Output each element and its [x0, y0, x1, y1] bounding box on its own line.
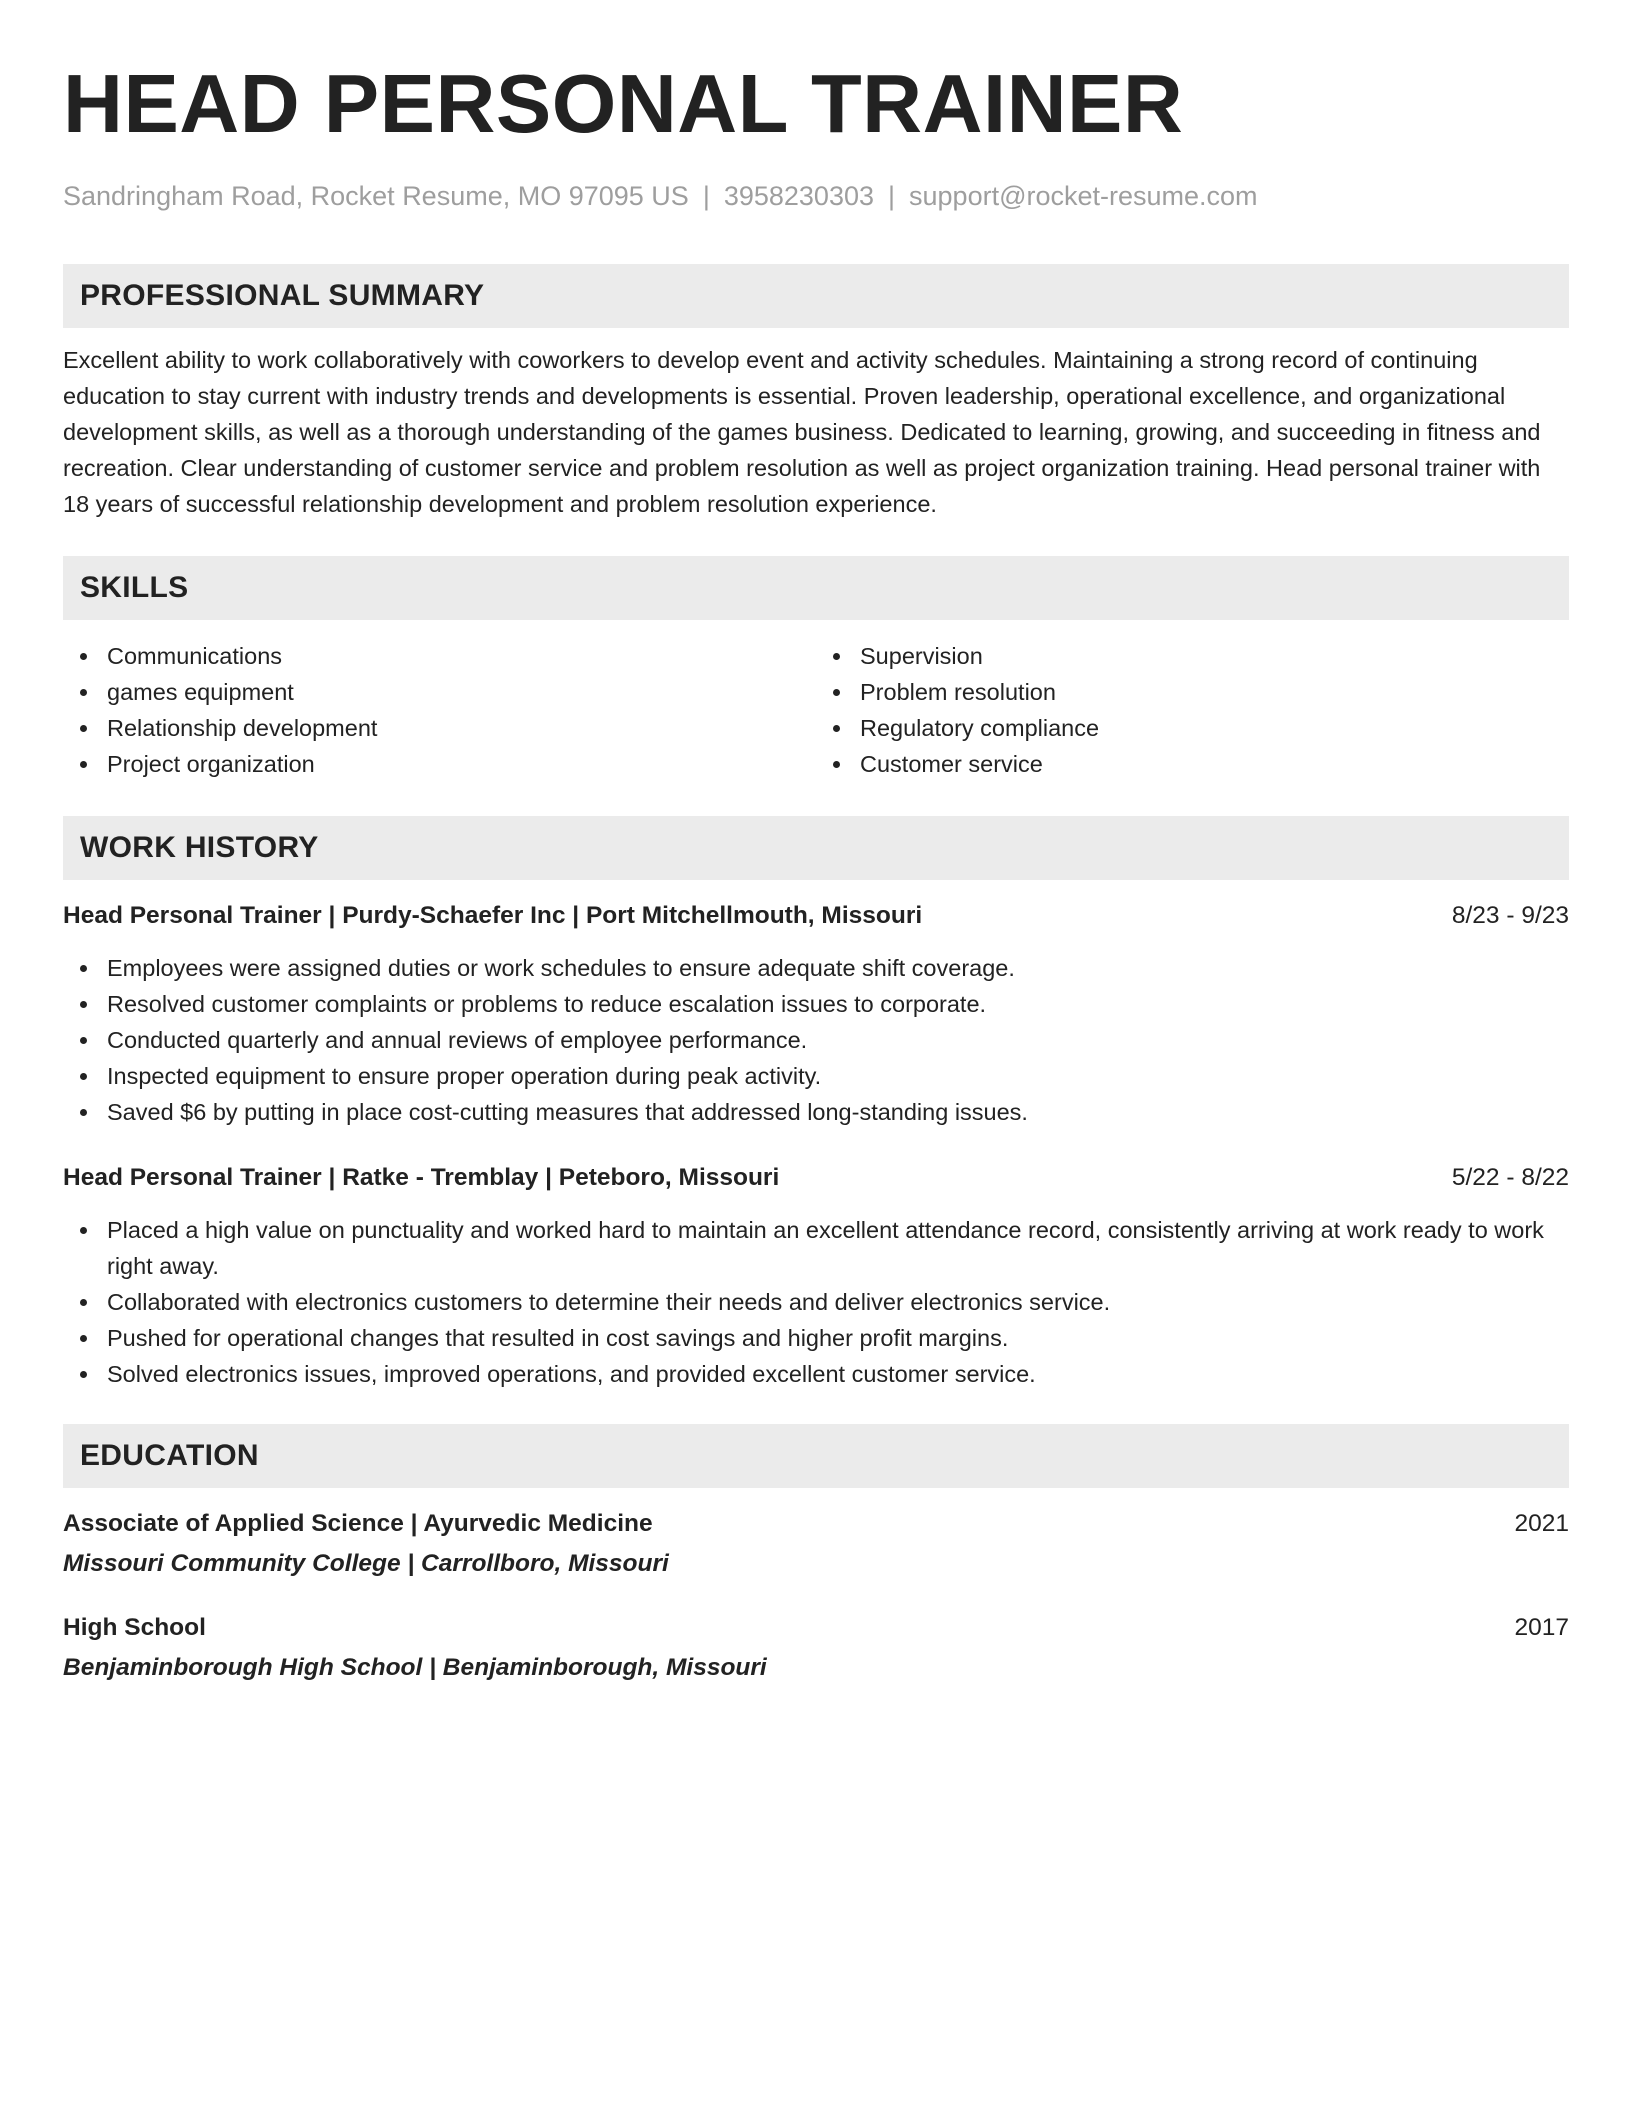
education-entry — [63, 1506, 1569, 1582]
summary-text: Excellent ability to work collaboratively with coworkers to develop event and activity schedules. Maintaining a strong record of continuing education to stay current with industry trends and developments is essential. Proven leadership, operational excellence, and organizational development skills, as well as a thorough understanding of the games business. Dedicated to learning, growing, and succeeding in fitness and recreation. Clear understanding of customer service and problem resolution as well as project organization training. Head personal trainer with 18 years of successful relationship development and problem resolution experience. — [63, 347, 1541, 517]
job-entry — [63, 898, 1569, 1130]
contact-line — [63, 178, 1569, 214]
skill-item: Customer service — [816, 746, 1569, 782]
school: Benjaminborough High School | Benjaminborough, Missouri — [63, 1654, 767, 1681]
job-bullets — [63, 1212, 1569, 1392]
resume-title: HEAD PERSONAL TRAINER — [63, 57, 1184, 150]
degree: High School — [63, 1614, 206, 1641]
email: support@rocket-resume.com — [909, 181, 1258, 211]
job-bullet: Placed a high value on punctuality and worked hard to maintain an excellent attendance record, consistently arriving at work ready to work right away. — [63, 1212, 1569, 1284]
job-bullet: Solved electronics issues, improved operations, and provided excellent customer service. — [63, 1356, 1569, 1392]
job-bullet: Inspected equipment to ensure proper operation during peak activity. — [63, 1058, 1569, 1094]
job-dates: 5/22 - 8/22 — [1451, 1164, 1569, 1191]
job-title: Head Personal Trainer | Ratke - Tremblay | Peteboro, Missouri — [63, 1164, 780, 1191]
section-header-work-history: WORK HISTORY — [63, 816, 1569, 880]
contact-separator: | — [888, 181, 896, 211]
skill-item: Relationship development — [63, 710, 816, 746]
job-bullets — [63, 950, 1569, 1130]
skills-column-right — [816, 638, 1569, 782]
job-bullet: Resolved customer complaints or problems to reduce escalation issues to corporate. — [63, 986, 1569, 1022]
job-title: Head Personal Trainer | Purdy-Schaefer Inc | Port Mitchellmouth, Missouri — [63, 902, 923, 929]
job-header — [63, 1160, 1569, 1196]
education-header — [63, 1610, 1569, 1646]
skill-item: Communications — [63, 638, 816, 674]
degree: Associate of Applied Science | Ayurvedic Medicine — [63, 1510, 653, 1537]
job-bullet: Conducted quarterly and annual reviews of employee performance. — [63, 1022, 1569, 1058]
skills-column-left — [63, 638, 816, 782]
skill-item: Project organization — [63, 746, 816, 782]
job-header — [63, 898, 1569, 934]
job-dates: 8/23 - 9/23 — [1451, 902, 1569, 929]
job-bullet: Saved $6 by putting in place cost-cutting measures that addressed long-standing issues. — [63, 1094, 1569, 1130]
section-header-summary: PROFESSIONAL SUMMARY — [63, 264, 1569, 328]
job-bullet: Collaborated with electronics customers to determine their needs and deliver electronics service. — [63, 1284, 1569, 1320]
contact-separator: | — [702, 181, 710, 211]
phone: 3958230303 — [723, 181, 874, 211]
job-bullet: Employees were assigned duties or work schedules to ensure adequate shift coverage. — [63, 950, 1569, 986]
skill-item: games equipment — [63, 674, 816, 710]
job-bullet: Pushed for operational changes that resulted in cost savings and higher profit margins. — [63, 1320, 1569, 1356]
section-header-skills: SKILLS — [63, 556, 1569, 620]
section-header-education: EDUCATION — [63, 1424, 1569, 1488]
education-header — [63, 1506, 1569, 1542]
skill-item: Problem resolution — [816, 674, 1569, 710]
education-entry — [63, 1610, 1569, 1686]
skills-list — [63, 638, 1569, 782]
graduation-year: 2017 — [1514, 1614, 1569, 1641]
job-entry — [63, 1160, 1569, 1392]
school: Missouri Community College | Carrollboro, Missouri — [63, 1550, 669, 1577]
skill-item: Regulatory compliance — [816, 710, 1569, 746]
graduation-year: 2021 — [1514, 1510, 1569, 1537]
skill-item: Supervision — [816, 638, 1569, 674]
address: Sandringham Road, Rocket Resume, MO 97095 US — [63, 181, 689, 211]
